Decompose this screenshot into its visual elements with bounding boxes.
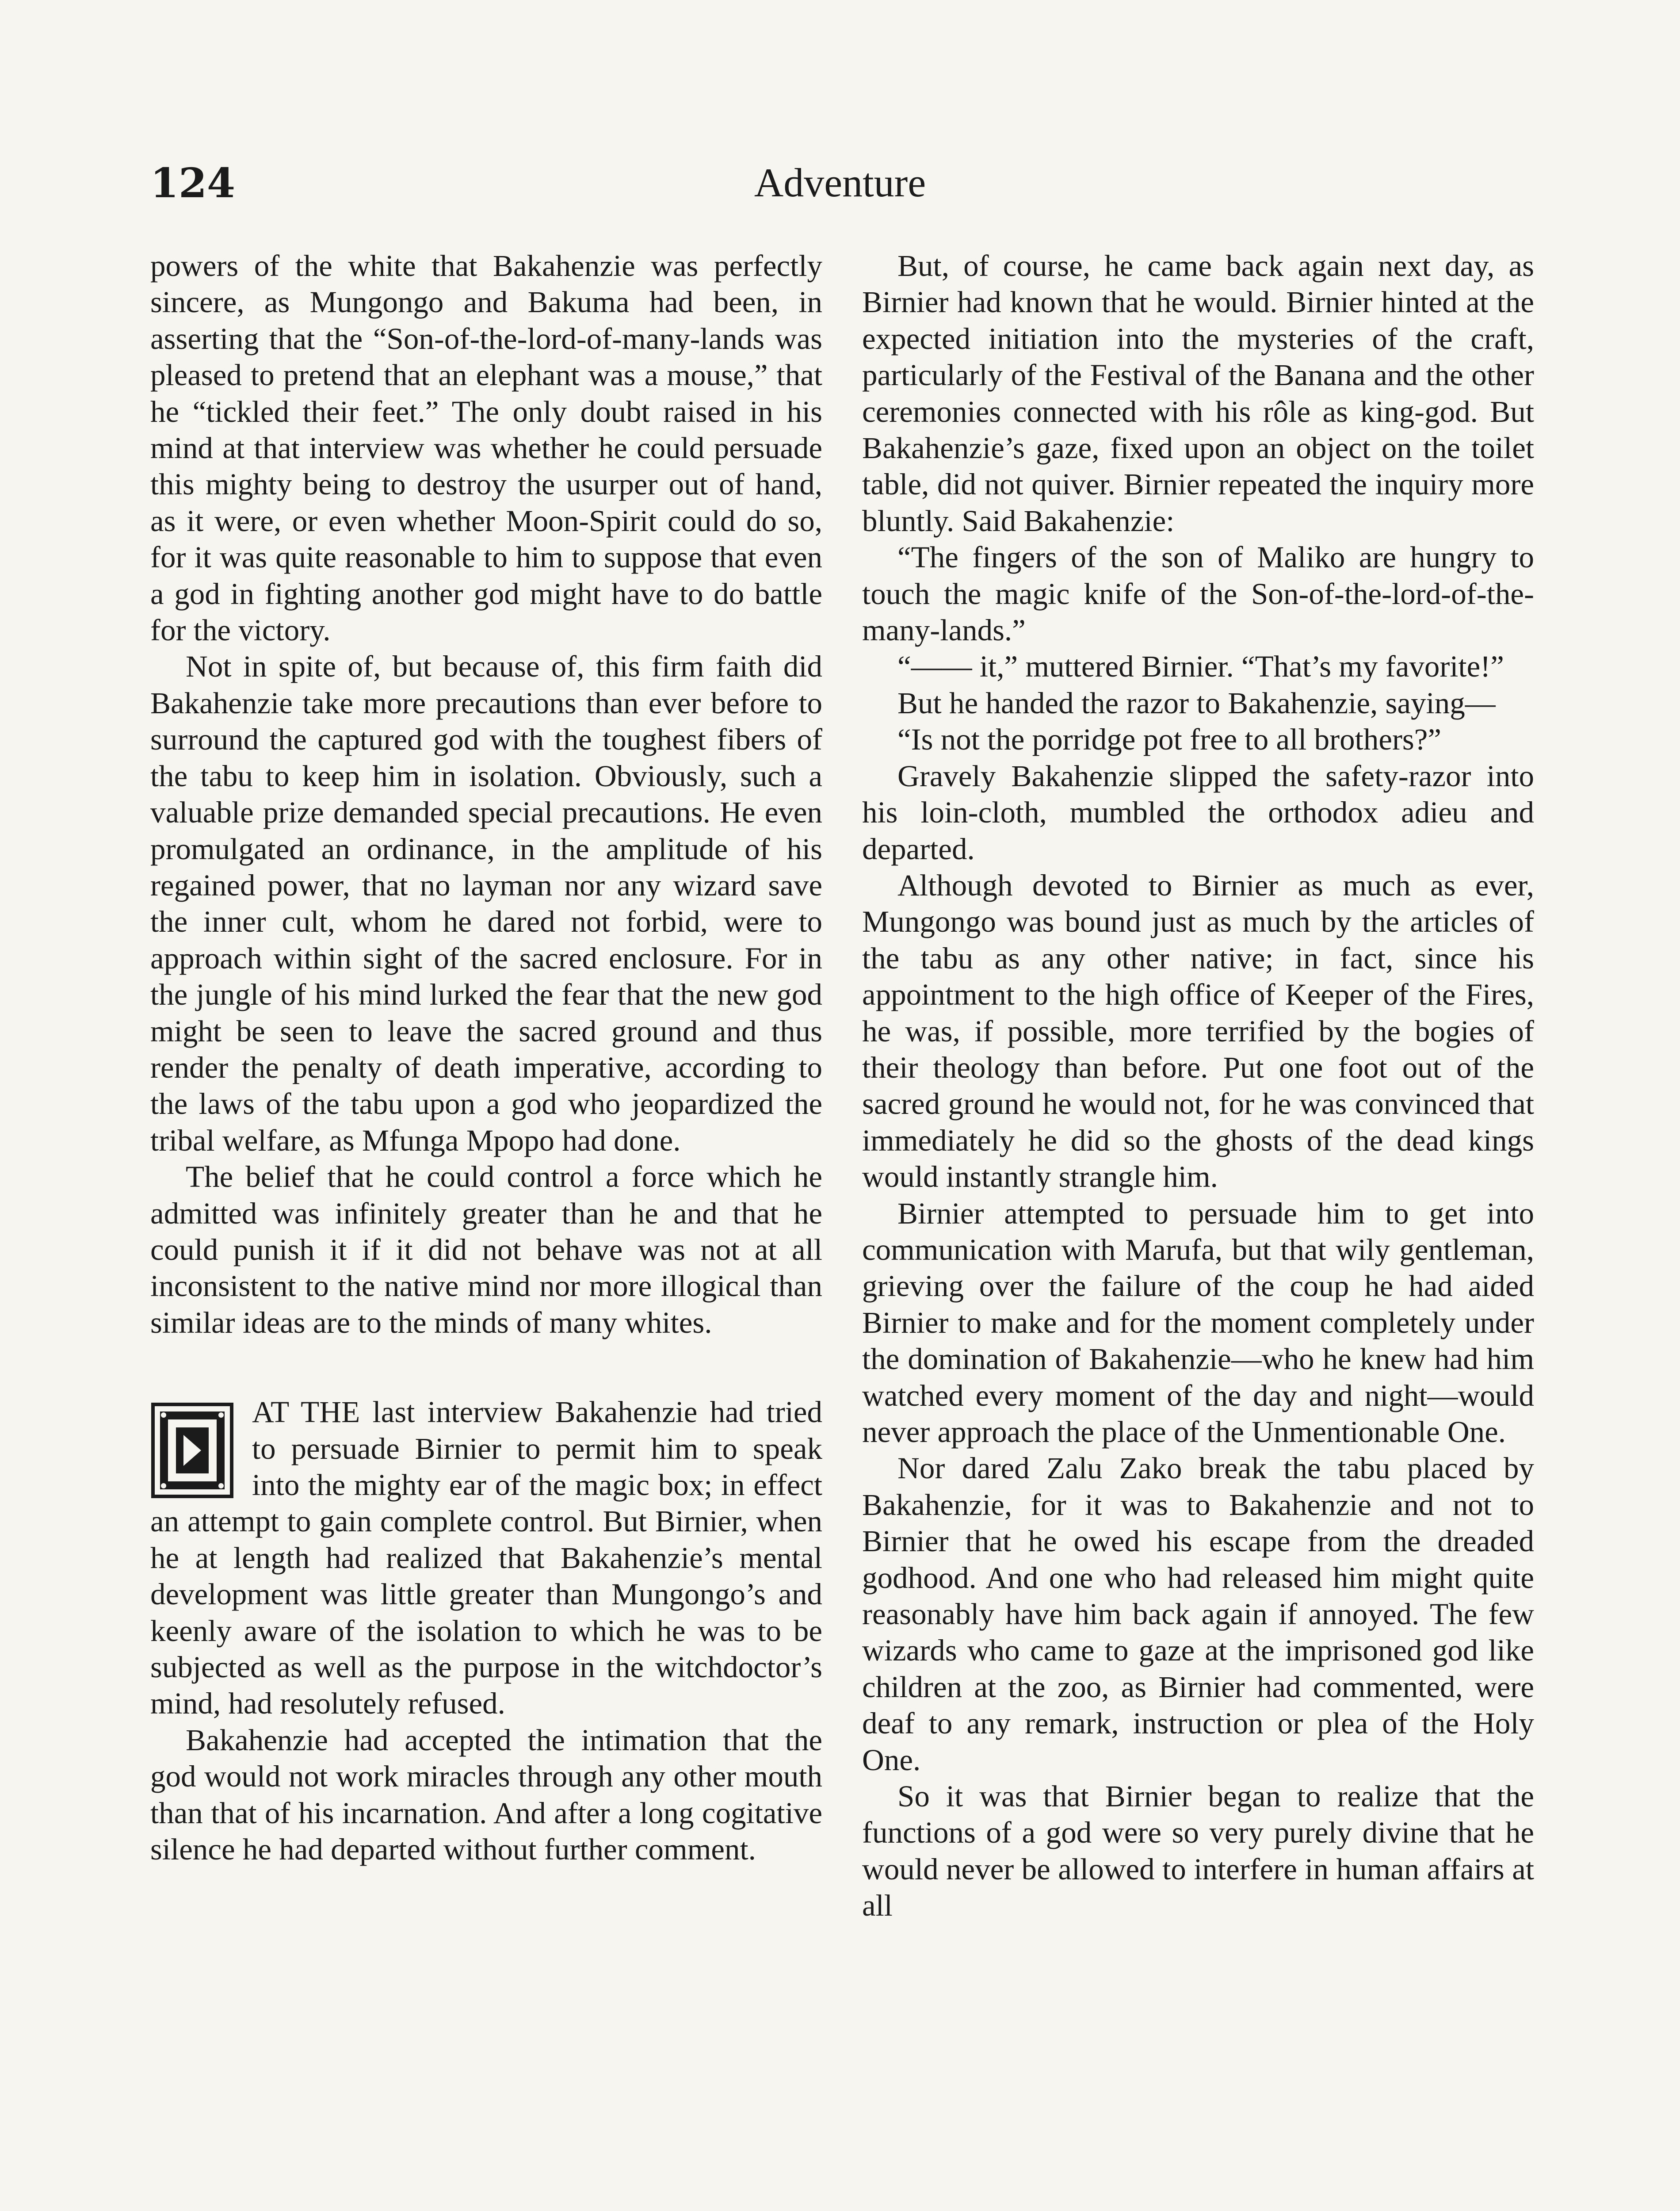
right-column <box>862 248 1534 1924</box>
paragraph: “The fingers of the son of Maliko are hungry to touch the magic knife of the Son-of-the-lord-of-the-many-lands.” <box>862 540 1534 647</box>
paragraph: But, of course, he came back again next day, as Birnier had known that he would. Birnier hinted at the expected initiation into the mysteries of the craft, particularly of the Festival of the Banana and the other ceremonies connected with his rôle as king-god. But Bakahenzie’s gaze, fixed upon an object on the toilet table, did not quiver. Birnier repeated the inquiry more bluntly. Said Bakahenzie: <box>862 249 1534 538</box>
page-header <box>150 159 1530 212</box>
paragraph: powers of the white that Bakahenzie was perfectly sincere, as Mungongo and Bakuma had been, in asserting that the “Son-of-the-lord-of-many-lands was pleased to pretend that an elephant was a mouse,” that he “tickled their feet.” The only doubt raised in his mind at that interview was whether he could persuade this mighty being to destroy the usurper out of hand, as it were, or even whether Moon-Spirit could do so, for it was quite reasonable to him to suppose that even a god in fighting another god might have to do battle for the victory. <box>150 249 822 647</box>
ornament-icon <box>150 1402 234 1499</box>
paragraph: Birnier attempted to persuade him to get into communication with Marufa, but that wily gentleman, grieving over the failure of the coup he had aided Birnier to make and for the moment completely under the domination of Bakahenzie—who he knew had him watched every moment of the day and night—would never approach the place of the Unmentionable One. <box>862 1196 1534 1449</box>
paragraph: AT THE last interview Bakahenzie had tried to persuade Birnier to permit him to speak into the mighty ear of the magic box; in effect an attempt to gain complete control. But Birnier, when he at length had realized that Bakahenzie’s mental development was little greater than Mungongo’s and keenly aware of the isolation to which he was to be subjected as well as the purpose in the witchdoctor’s mind, had resolutely refused. <box>150 1395 822 1721</box>
paragraph: Gravely Bakahenzie slipped the safety-razor into his loin-cloth, mumbled the orthodox adieu and departed. <box>862 759 1534 866</box>
page-number: 124 <box>150 159 236 207</box>
running-title: Adventure <box>754 160 926 205</box>
paragraph: “—— it,” muttered Birnier. “That’s my favorite!” <box>897 650 1504 684</box>
paragraph: “Is not the porridge pot free to all brothers?” <box>897 723 1442 757</box>
left-column <box>150 248 822 1867</box>
paragraph: Not in spite of, but because of, this firm faith did Bakahenzie take more precautions than ever before to surround the captured god with the toughest fibers of the tabu to keep him in isolation. Obviously, such a valuable prize demanded special precautions. He even promulgated an ordinance, in the amplitude of his regained power, that no layman nor any wizard save the inner cult, whom he dared not forbid, were to approach within sight of the sacred enclosure. For in the jungle of his mind lurked the fear that the new god might be seen to leave the sacred ground and thus render the penalty of death imperative, according to the laws of the tabu upon a god who jeopardized the tribal welfare, as Mfunga Mpopo had done. <box>150 650 822 1157</box>
paragraph: Although devoted to Birnier as much as ever, Mungongo was bound just as much by the articles of the tabu as any other native; in fact, since his appointment to the high office of Keeper of the Fires, he was, if possible, more terrified by the bogies of their theology than before. Put one foot out of the sacred ground he would not, for he was convinced that immediately he did so the ghosts of the dead kings would instantly strangle him. <box>862 868 1534 1194</box>
paragraph: Bakahenzie had accepted the intimation that the god would not work miracles through any other mouth than that of his incarnation. And after a long cogitative silence he had departed without further comment. <box>150 1723 822 1867</box>
paragraph: So it was that Birnier began to realize that the functions of a god were so very purely divine that he would never be allowed to interfere in human affairs at all <box>862 1779 1534 1923</box>
paragraph: The belief that he could control a force which he admitted was infinitely greater than he and that he could punish it if it did not behave was not at all inconsistent to the native mind nor more illogical than similar ideas are to the minds of many whites. <box>150 1160 822 1339</box>
paragraph: Nor dared Zalu Zako break the tabu placed by Bakahenzie, for it was to Bakahenzie and not to Birnier that he owed his escape from the dreaded godhood. And one who had released him might quite reasonably have him back again if annoyed. The few wizards who came to gaze at the imprisoned god like children at the zoo, as Birnier had commented, were deaf to any remark, instruction or plea of the Holy One. <box>862 1451 1534 1777</box>
paragraph: But he handed the razor to Bakahenzie, saying— <box>897 686 1496 720</box>
section-opening <box>150 1394 822 1722</box>
